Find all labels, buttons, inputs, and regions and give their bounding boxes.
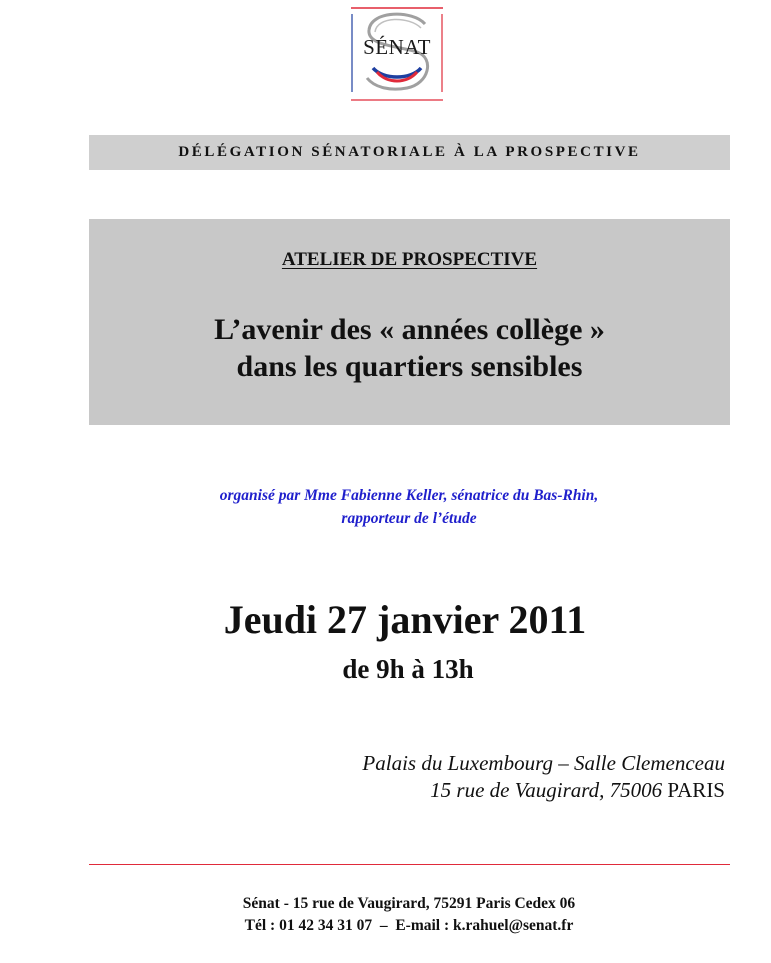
title-box [89,219,730,425]
main-title-line-2: dans les quartiers sensibles [236,350,583,383]
footer-address: Sénat - 15 rue de Vaugirard, 75291 Paris Cedex 06 [242,895,576,912]
organizer-note [0,484,771,530]
event-time: de 9h à 13h [342,654,474,684]
venue-street: 15 rue de Vaugirard, 75006 [430,778,668,802]
event-date: Jeudi 27 janvier 2011 [223,597,587,642]
atelier-label: ATELIER DE PROSPECTIVE [281,249,538,270]
organizer-line-2: rapporteur de l’étude [341,510,477,527]
senat-logo-text: SÉNAT [363,35,431,59]
footer-divider [89,864,730,865]
organizer-line-1: organisé par Mme Fabienne Keller, sénatrice du Bas-Rhin, [219,487,599,504]
venue-line-2 [362,777,725,804]
main-title-line-1: L’avenir des « années collège » [214,313,605,346]
event-venue [362,750,725,804]
delegation-banner [89,135,730,170]
venue-line-1: Palais du Luxembourg – Salle Clemenceau [362,751,725,775]
venue-city: PARIS [667,778,725,802]
footer-contact [0,893,771,937]
senat-logo [347,6,447,102]
main-title [89,311,730,385]
delegation-title: DÉLÉGATION SÉNATORIALE À LA PROSPECTIVE [178,144,641,160]
footer-phone-email: Tél : 01 42 34 31 07 – E-mail : k.rahuel@senat.fr [244,917,574,934]
